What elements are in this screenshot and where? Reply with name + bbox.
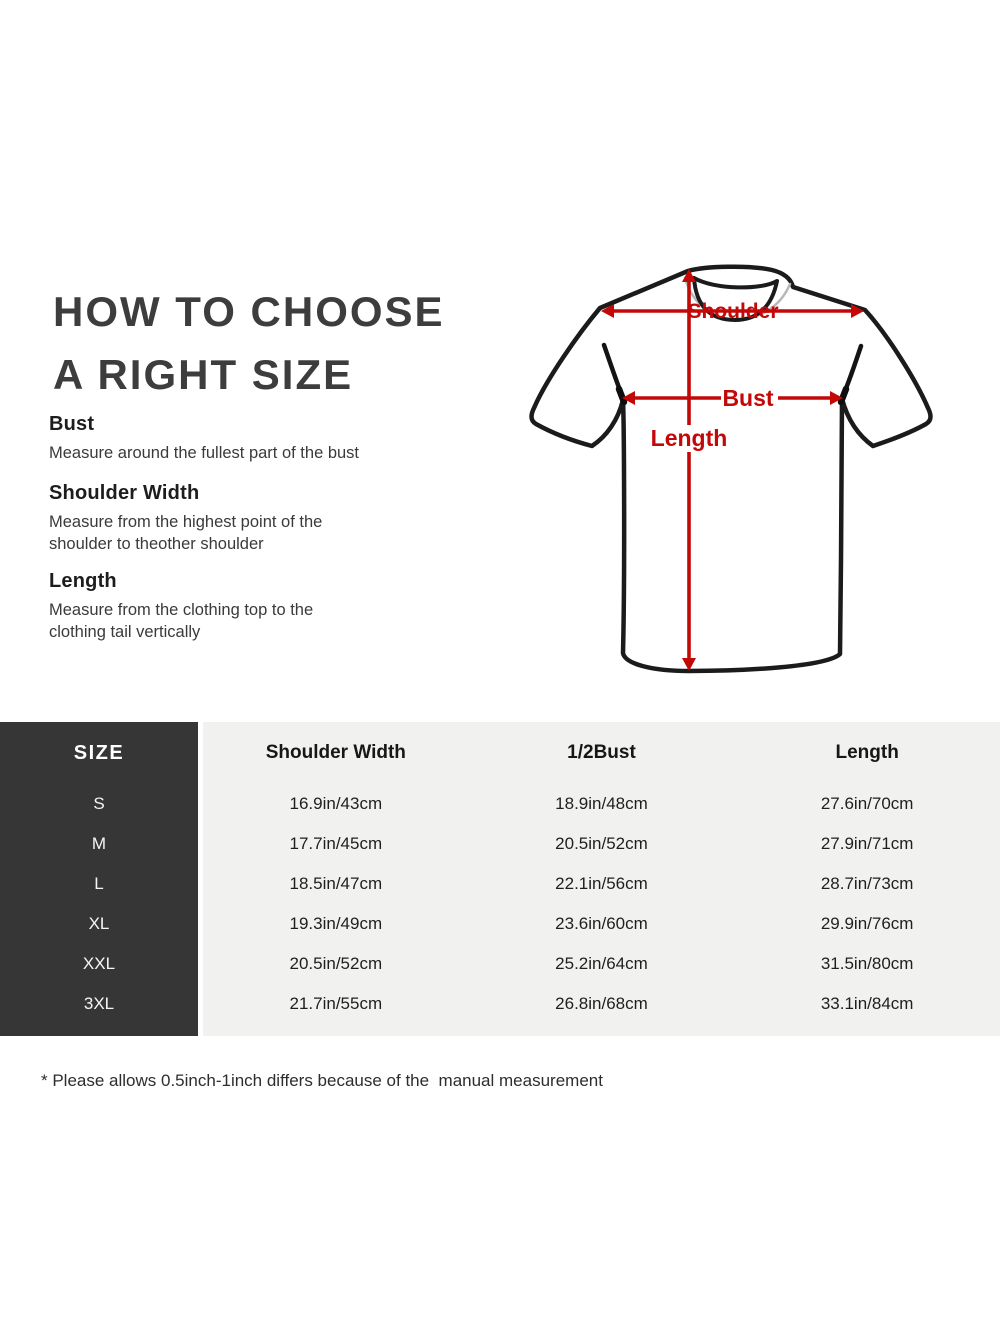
column-header-length: Length <box>835 742 899 763</box>
table-cell: 20.5in/52cm <box>289 954 383 973</box>
measurement-disclaimer: * Please allows 0.5inch-1inch differs because of the manual measurement <box>41 1071 603 1090</box>
column-header-shoulder-width: Shoulder Width <box>265 742 406 763</box>
table-cell: 20.5in/52cm <box>555 834 648 853</box>
page-title-line2: A RIGHT SIZE <box>53 351 354 399</box>
table-cell: 18.5in/47cm <box>289 874 383 893</box>
shoulder-arrow-label: Shoulder <box>687 300 779 323</box>
guide-text-length-line1: Measure from the clothing top to the <box>49 601 314 619</box>
size-table-measurements <box>203 722 1000 1036</box>
bust-arrow-label: Bust <box>722 385 774 411</box>
table-cell: 28.7in/73cm <box>820 874 914 893</box>
table-cell: 18.9in/48cm <box>555 794 648 813</box>
guide-text-shoulder-width-line1: Measure from the highest point of the <box>49 513 323 531</box>
table-cell: 27.6in/70cm <box>820 794 914 813</box>
tshirt-diagram-svg <box>500 240 960 700</box>
table-cell: 33.1in/84cm <box>820 994 914 1013</box>
guide-section-length <box>49 570 479 643</box>
guide-heading-length: Length <box>49 570 117 592</box>
guide-heading-bust: Bust <box>49 413 95 435</box>
guide-section-bust <box>49 413 479 465</box>
tshirt-outline <box>532 267 931 671</box>
table-cell: 26.8in/68cm <box>555 994 648 1013</box>
size-column-header: SIZE <box>73 741 125 764</box>
size-label-3xl: 3XL <box>83 994 115 1013</box>
size-label-xl: XL <box>88 914 110 933</box>
table-cell: 22.1in/56cm <box>555 874 648 893</box>
table-cell: 16.9in/43cm <box>289 794 383 813</box>
size-label-xxl: XXL <box>82 954 116 973</box>
guide-text-shoulder-width-line2: shoulder to theother shoulder <box>49 534 264 553</box>
guide-heading-shoulder-width: Shoulder Width <box>49 482 200 504</box>
table-cell: 21.7in/55cm <box>289 994 383 1013</box>
table-cell: 25.2in/64cm <box>555 954 648 973</box>
tshirt-measurement-diagram <box>500 240 960 700</box>
table-cell: 29.9in/76cm <box>820 914 914 933</box>
guide-text-bust: Measure around the fullest part of the bust <box>49 444 360 462</box>
length-arrow-label: Length <box>650 425 728 451</box>
table-cell: 23.6in/60cm <box>555 914 648 933</box>
size-label-m: M <box>91 834 107 853</box>
table-cell: 17.7in/45cm <box>289 834 383 853</box>
table-cell: 27.9in/71cm <box>820 834 914 853</box>
page-title-line1: HOW TO CHOOSE <box>53 288 445 336</box>
page-title <box>53 280 445 406</box>
table-cell: 31.5in/80cm <box>820 954 914 973</box>
column-header-half-bust: 1/2Bust <box>567 742 636 763</box>
guide-section-shoulder-width <box>49 482 479 555</box>
size-table-size-column <box>0 722 198 1036</box>
table-cell: 19.3in/49cm <box>289 914 383 933</box>
size-label-l: L <box>94 874 104 893</box>
size-label-s: S <box>93 794 105 813</box>
guide-text-length-line2: clothing tail vertically <box>49 622 201 641</box>
